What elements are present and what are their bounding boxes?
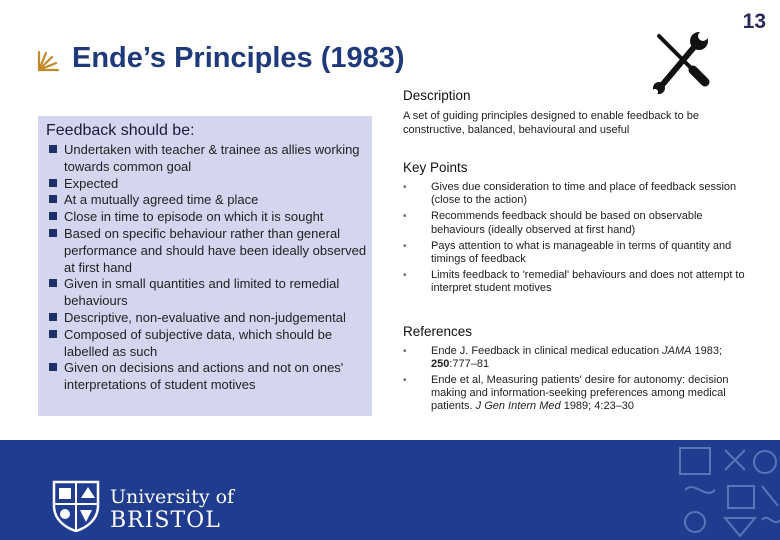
reference-part: 1989; 4:23–30: [560, 400, 635, 413]
reference-text: [431, 345, 748, 371]
checkbox-bullet-icon: [42, 209, 64, 226]
list-item-text: Limits feedback to 'remedial' behaviours and does not attempt to interpret student motives: [431, 269, 745, 295]
key-points-heading: Key Points: [403, 160, 468, 175]
feedback-list: [42, 142, 368, 394]
checkbox-bullet-icon: [42, 310, 64, 327]
right-panel: [403, 88, 748, 417]
logo-text-line1: University of: [110, 486, 235, 508]
university-crest-icon: [50, 480, 102, 532]
list-item-text: Based on specific behaviour rather than general performance and should have been ideally observed at first hand: [64, 225, 367, 275]
footer-bar: [0, 440, 780, 540]
checkbox-bullet-icon: [42, 176, 64, 193]
checkbox-bullet-icon: [42, 327, 64, 361]
description-text: A set of guiding principles designed to enable feedback to be constructive, balanced, behavioural and useful: [403, 110, 699, 136]
reference-part: Ende J. Feedback in clinical medical education: [431, 344, 663, 357]
bullet-icon: •: [403, 375, 407, 387]
list-item: [403, 269, 748, 295]
list-item-text: At a mutually agreed time & place: [64, 192, 259, 208]
list-item: [403, 345, 748, 371]
list-item: [42, 226, 368, 276]
list-item: [42, 176, 368, 193]
checkbox-bullet-icon: [42, 360, 64, 394]
references-list: [403, 345, 748, 414]
key-points-list: [403, 181, 748, 296]
title-row: [34, 42, 405, 75]
list-item-text: Gives due consideration to time and place of feedback session (close to the action): [431, 181, 737, 207]
list-item-text: Given in small quantities and limited to remedial behaviours: [64, 276, 340, 309]
feedback-box: [38, 116, 372, 416]
decorative-crest-pattern: [670, 440, 780, 540]
list-item-text: Pays attention to what is manageable in terms of quantity and timings of feedback: [431, 239, 732, 266]
sunburst-icon: [34, 44, 64, 74]
tools-icon: [645, 24, 717, 96]
bullet-icon: •: [403, 211, 407, 223]
description-heading: Description: [403, 88, 471, 103]
checkbox-bullet-icon: [42, 226, 64, 276]
list-item-text: Close in time to episode on which it is sought: [64, 209, 324, 225]
bullet-icon: •: [403, 270, 407, 282]
slide-number: 13: [742, 10, 766, 33]
reference-volume: 250: [431, 357, 450, 370]
list-item: [403, 181, 748, 207]
checkbox-bullet-icon: [42, 142, 64, 176]
list-item-text: Composed of subjective data, which should be labelled as such: [64, 326, 333, 359]
list-item: [403, 210, 748, 236]
page-title: Ende’s Principles (1983): [72, 42, 405, 74]
list-item-text: Expected: [64, 175, 119, 191]
bullet-icon: •: [403, 182, 407, 193]
reference-text: [431, 374, 748, 414]
bullet-icon: •: [403, 240, 407, 252]
references-heading: References: [403, 323, 473, 339]
reference-journal: J Gen Intern Med: [475, 400, 561, 413]
bullet-icon: •: [403, 345, 407, 357]
list-item: [42, 360, 368, 394]
reference-part: 1983;: [691, 344, 723, 357]
checkbox-bullet-icon: [42, 276, 64, 310]
list-item: [42, 209, 368, 226]
list-item: [42, 276, 368, 310]
list-item-text: Undertaken with teacher & trainee as allies working towards common goal: [64, 142, 360, 174]
list-item: [42, 192, 368, 209]
feedback-heading: Feedback should be:: [46, 122, 195, 139]
reference-journal: JAMA: [662, 344, 692, 357]
reference-part: Ende et al, Measuring patients' desire for autonomy: decision making and information-seeking preferences among medical patients.: [431, 374, 729, 413]
list-item: [403, 374, 748, 414]
list-item: [42, 327, 368, 361]
checkbox-bullet-icon: [42, 192, 64, 209]
list-item-text: Recommends feedback should be based on observable behaviours (ideally observed at first hand): [431, 210, 703, 236]
list-item-text: Given on decisions and actions and not on ones' interpretations of student motives: [64, 360, 344, 393]
list-item: [42, 142, 368, 176]
logo-text-line2: BRISTOL: [110, 508, 221, 533]
reference-part: :777–81: [449, 357, 490, 370]
list-item-text: Descriptive, non-evaluative and non-judgemental: [64, 309, 346, 325]
list-item: [403, 240, 748, 266]
list-item: [42, 310, 368, 327]
